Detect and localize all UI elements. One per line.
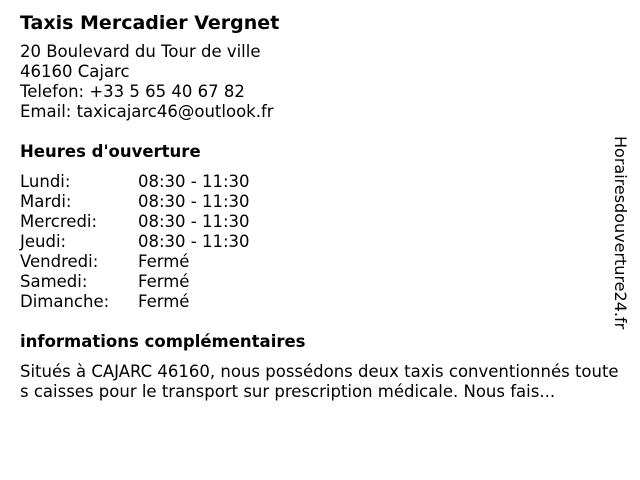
hours-row — [20, 292, 250, 312]
day-hours: 08:30 - 11:30 — [138, 232, 250, 251]
phone-number: Telefon: +33 5 65 40 67 82 — [20, 82, 245, 101]
hours-row — [20, 272, 250, 292]
business-name: Taxis Mercadier Vergnet — [20, 12, 280, 34]
info-heading: informations complémentaires — [20, 332, 306, 351]
day-hours: Fermé — [138, 252, 190, 271]
hours-row — [20, 212, 250, 232]
hours-heading: Heures d'ouverture — [20, 142, 201, 161]
day-label: Vendredi: — [20, 252, 99, 271]
info-description: Situés à CAJARC 46160, nous possédons deux taxis conventionnés toutes caisses pour le transport sur prescription médicale. Nous fais... — [20, 362, 619, 401]
day-label: Samedi: — [20, 272, 88, 291]
contact-block — [20, 42, 620, 122]
address-street: 20 Boulevard du Tour de ville — [20, 42, 261, 61]
email-address: Email: taxicajarc46@outlook.fr — [20, 102, 274, 121]
hours-table — [20, 172, 250, 312]
day-hours: Fermé — [138, 272, 190, 291]
day-label: Lundi: — [20, 172, 71, 191]
day-label: Mercredi: — [20, 212, 98, 231]
day-hours: Fermé — [138, 292, 190, 311]
day-label: Mardi: — [20, 192, 72, 211]
day-hours: 08:30 - 11:30 — [138, 192, 250, 211]
address-city: 46160 Cajarc — [20, 62, 130, 81]
day-label: Dimanche: — [20, 292, 110, 311]
day-hours: 08:30 - 11:30 — [138, 212, 250, 231]
business-card — [20, 10, 620, 402]
hours-row — [20, 192, 250, 212]
hours-row — [20, 232, 250, 252]
hours-row — [20, 172, 250, 192]
day-label: Jeudi: — [20, 232, 67, 251]
day-hours: 08:30 - 11:30 — [138, 172, 250, 191]
site-watermark: Horairesdouverture24.fr — [611, 136, 630, 330]
hours-row — [20, 252, 250, 272]
